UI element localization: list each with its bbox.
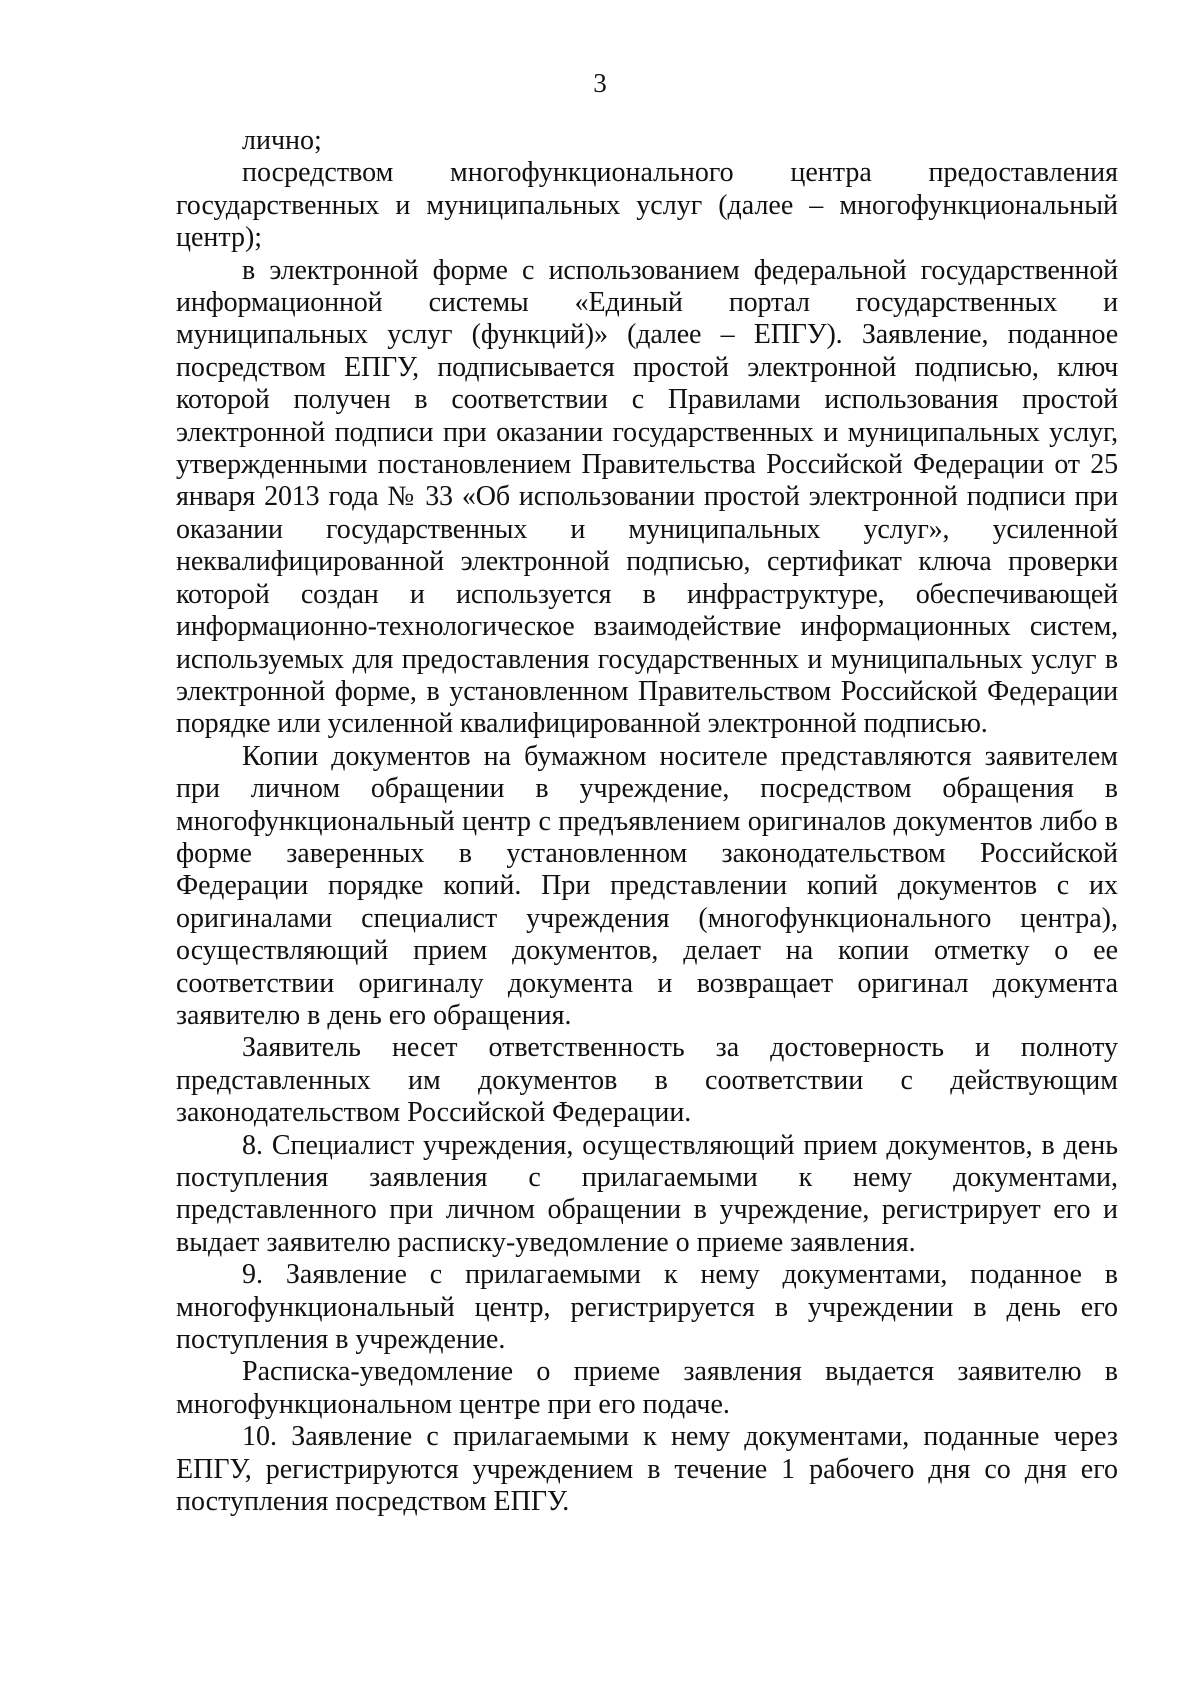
paragraph-document-copies: Копии документов на бумажном носителе представляются заявителем при личном обращении в учреждение, посредством обращения в многофункциональный центр с предъявлением оригиналов документов либо в форме заверенных в установленном законодательством Российской Федерации порядке копий. При представлении копий документов с их оригиналами специалист учреждения (многофункционального центра), осуществляющий прием документов, делает на копии отметку о ее соответствии оригиналу документа и возвращает оригинал документа заявителю в день его обращения. xyxy=(176,740,1118,1031)
paragraph-item-9: 9. Заявление с прилагаемыми к нему документами, поданное в многофункциональный центр, регистрируется в учреждении в день его поступления в учреждение. xyxy=(176,1259,1118,1356)
document-body xyxy=(176,125,1118,1518)
paragraph-mfc: посредством многофункционального центра предоставления государственных и муниципальных услуг (далее – многофункциональный центр); xyxy=(176,157,1118,254)
paragraph-electronic-form: в электронной форме с использованием федеральной государственной информационной системы «Единый портал государственных и муниципальных услуг (функций)» (далее – ЕПГУ). Заявление, поданное посредством ЕПГУ, подписывается простой электронной подписью, ключ которой получен в соответствии с Правилами использования простой электронной подписи при оказании государственных и муниципальных услуг, утвержденными постановлением Правительства Российской Федерации от 25 января 2013 года № 33 «Об использовании простой электронной подписи при оказании государственных и муниципальных услуг», усиленной неквалифицированной электронной подписью, сертификат ключа проверки которой создан и используется в инфраструктуре, обеспечивающей информационно-технологическое взаимодействие информационных систем, используемых для предоставления государственных и муниципальных услуг в электронной форме, в установленном Правительством Российской Федерации порядке или усиленной квалифицированной электронной подписью. xyxy=(176,254,1118,740)
paragraph-applicant-responsibility: Заявитель несет ответственность за достоверность и полноту представленных им документов в соответствии с действующим законодательством Российской Федерации. xyxy=(176,1032,1118,1129)
paragraph-receipt-notice: Расписка-уведомление о приеме заявления выдается заявителю в многофункциональном центре при его подаче. xyxy=(176,1356,1118,1420)
paragraph-item-10: 10. Заявление с прилагаемыми к нему документами, поданные через ЕПГУ, регистрируются учреждением в течение 1 рабочего дня со дня его поступления посредством ЕПГУ. xyxy=(176,1421,1118,1518)
page-number: 3 xyxy=(593,68,607,98)
paragraph-item-8: 8. Специалист учреждения, осуществляющий прием документов, в день поступления заявления с прилагаемыми к нему документами, представленного при личном обращении в учреждение, регистрирует его и выдает заявителю расписку-уведомление о приеме заявления. xyxy=(176,1129,1118,1258)
paragraph-personally: лично; xyxy=(242,125,322,156)
